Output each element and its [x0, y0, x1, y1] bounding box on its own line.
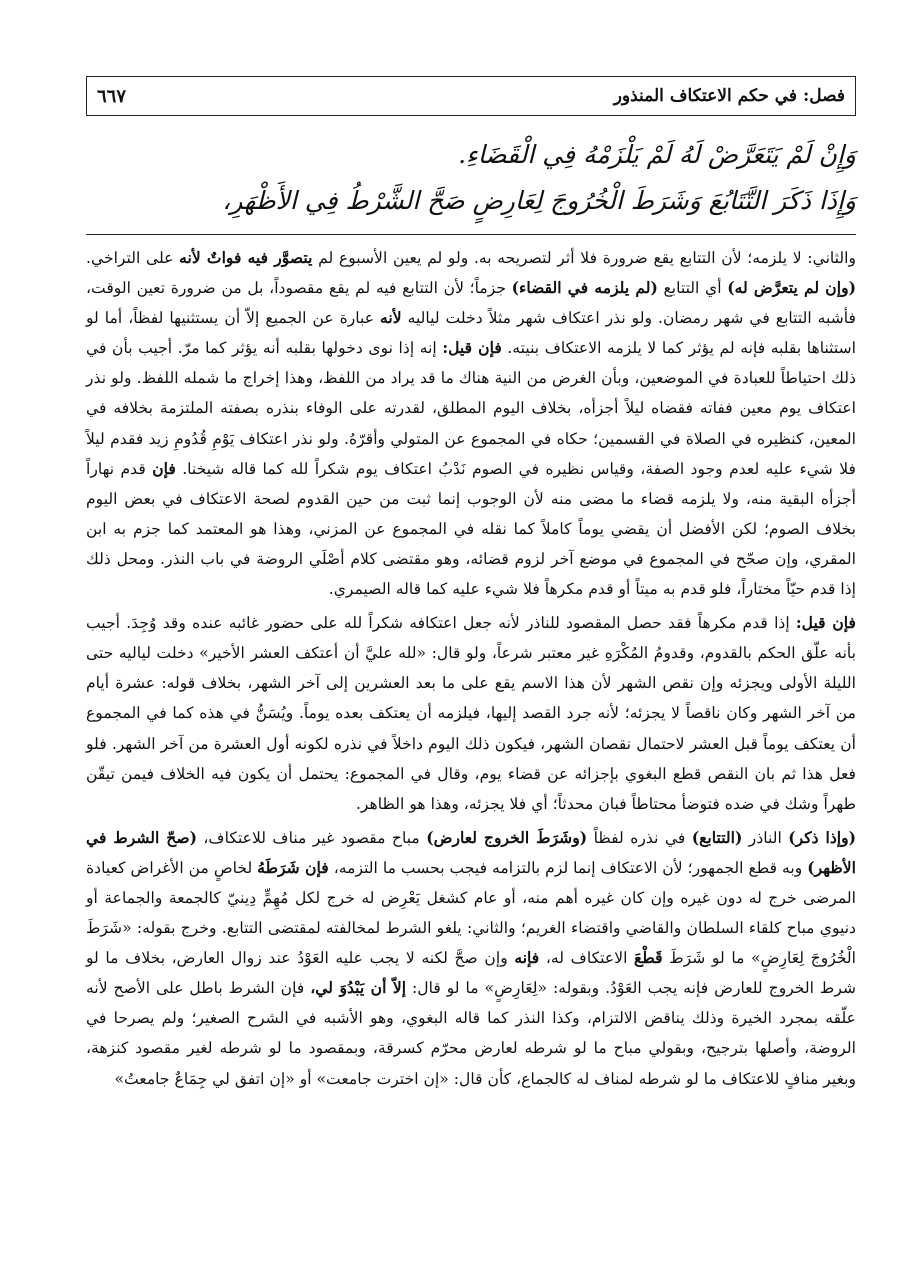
matn-line-2: وَإِذَا ذَكَرَ التَّتَابُعَ وَشَرَطَ الْخُرُوجَ لِعَارِضٍ صَحَّ الشَّرْطُ فِي الأَظْهَرِ، — [222, 186, 856, 215]
bold-span: قَطْعَ — [634, 948, 663, 968]
bold-span: (وإن لم يتعرَّض له) — [727, 278, 857, 298]
bold-span: فإن قيل: — [442, 338, 502, 358]
text-span: قدم نهاراً أجزأه البقية منه، ولا يلزمه قضاء ما مضى منه لأن الوجوب إنما ثبت من حين القدوم لصحة الاعتكاف في بعض اليوم بخلاف الصوم؛ لكن الأفضل أن يقضي يوماً كاملاً كما نقله في المجموع عن المزني، وهذا هو المعتمد كما جزم به ابن المقري، وإن صحّح في المجموع في موضع آخر لزوم قضائه، وهو مقتضى كلام أصْلَي الروضة في باب النذر. ومحل ذلك إذا قدم حيّاً مختاراً، فلو قدم به ميتاً أو قدم مكرهاً فلا شيء عليه كما قاله الصيمري. — [86, 459, 856, 599]
text-span: والثاني: لا يلزمه؛ لأن التتابع يقع ضرورة فلا أثر لتصريحه به. ولو لم يعين الأسبوع لم — [312, 249, 856, 267]
text-span: أي التتابع — [657, 279, 728, 298]
page — [86, 76, 856, 1094]
matn-block — [86, 132, 856, 224]
header-title: فصل: في حكم الاعتكاف المنذور — [613, 86, 845, 106]
text-span: الناذر — [742, 828, 789, 847]
paragraph-1 — [86, 243, 856, 604]
bold-span: (صحّ الشرط في الأظهر) — [86, 827, 856, 877]
bold-span: فإنه — [514, 948, 540, 968]
text-span: إنه إذا نوى دخولها بقلبه أنه يؤثر كما مرّ. أجيب بأن في ذلك احتياطاً للعبادة في الموضعين، وبأن الغرض من النية هناك ما قد يراد من اللفظ، وهذا إخراج ما شمله اللفظ. ولو نذر اعتكاف يوم معين ففاته فقضاه ليلاً أجزأه، بخلاف اليوم المطلق، لقدرته على الوفاء بنذره بصفته الملتزمة بخلافه في المعين، كنظيره في الصلاة في القسمين؛ حكاه في المجموع عن المتولي وأقرّهُ. ولو نذر اعتكاف يَوْمِ قُدُومِ زيد فقدم ليلاً فلا شيء عليه لعدم وجود الصفة، وقياس نظيره في الصوم نَدْبُ اعتكاف يوم شكراً لله كما قاله شيخنا. — [86, 339, 856, 478]
text-span: عبارة عن الجميع إلاّ أن يستثنيها لفظاً، أما لو استثناها بقلبه فإنه لم يؤثر كما لا يلزمه الاعتكاف بنيته. — [86, 309, 856, 358]
text-span: على التراخي. — [86, 249, 180, 267]
text-span: وبه قطع الجمهور؛ لأن الاعتكاف إنما لزم بالتزامه فيجب بحسب ما التزمه، — [328, 858, 808, 877]
text-span: فإن الشرط باطل على الأصح لأنه علّقه بمجرد الخيرة وذلك يناقض الالتزام، وكذا النذر كما قاله البغوي، وهو الأشبه في الشرح الصغير؛ ولم يصرحا في الروضة، وأصلها بترجيح، وبقولي مباح ما لو شرطه لعارض محرّم كسرقة، وبمقصود ما لو شرطه لغير مقصود كنزهة، وبغير منافٍ للاعتكاف ما لو شرطه لمناف له كالجماع، كأن قال: «إن اخترت جامعت» أو «إن اتفق لي جِمَاعٌ جامعتُ» — [86, 979, 856, 1088]
bold-span: فإن قيل: — [795, 613, 856, 633]
text-span: في نذره لفظاً — [587, 828, 692, 847]
text-span: الاعتكاف له، — [539, 949, 635, 968]
text-span: إذا قدم مكرهاً فقد حصل المقصود للناذر لأنه جعل اعتكافه شكراً لله على حضور غائبه عنده وقد وُجِدَ. أجيب بأنه علّق الحكم بالقدوم، وقدومُ المُكْرَهِ غير معتبر شرعاً، ولو قال: «لله عليَّ أن أعتكف العشر الأخير» دخلت لياليه حتى الليلة الأولى ويجزئه وإن نقص الشهر لأن هذا الاسم يقع على ما بعد العشرين إلى آخر الشهر، بخلاف قوله: عشرة أيام من آخر الشهر وكان ناقصاً لا يجزئه؛ لأنه جرد القصد إليها، فيلزمه أن يعتكف بعده يوماً. ويُسَنُّ في هذه كما في المجموع أن يعتكف يوماً قبل العشر لاحتمال نقصان الشهر، فيكون ذلك اليوم داخلاً في نذره لكونه أول العشرة من آخر الشهر. فلو فعل هذا ثم بان النقص قطع البغوي بإجزائه عن قضاء يوم، وقال في المجموع: يحتمل أن يكون فيه الخلاف فيمن تيقّن طهراً وشك في ضده فتوضأ محتاطاً فبان محدثاً؛ أي فلا يجزئه، وهذا هو الظاهر. — [86, 614, 856, 813]
bold-span: فإن شَرَطَهُ — [257, 857, 329, 877]
matn-line-1: وَإِنْ لَمْ يَتَعَرَّضْ لَهُ لَمْ يَلْزَمْهُ فِي الْقَضَاءِ. — [458, 140, 856, 169]
separator-rule — [86, 234, 856, 235]
bold-span: (وشَرَطَ الخروج لعارض) — [426, 827, 588, 847]
text-span: مباح مقصود غير مناف للاعتكاف، — [196, 828, 427, 847]
commentary — [86, 243, 856, 1094]
page-number: ٦٦٧ — [97, 85, 127, 107]
paragraph-3 — [86, 823, 856, 1094]
text-span: لخاصٍ من الأغراض كعيادة المرضى خرج له دون غيره وإن كان غيره أهم منه، أو عام كشغل يَعْرِض له خرج لكل مُهِمٍّ دِينيّ كالجمعة والجماعة أو دنيوي مباح كلقاء السلطان والقاضي واقتضاء الغريم؛ والثاني: يلغو الشرط لمخالفته لمقتضى التتابع. وخرج بقوله: «شَرَطَ الْخُرُوجَ لِعَارِضٍ» ما لو شَرَطَ — [86, 858, 857, 968]
bold-span: يتصوَّر فيه فواتٌ لأنه — [179, 248, 313, 267]
bold-span: لأنه — [380, 308, 402, 328]
text-span: وإن صحَّ لكنه لا يجب عليه العَوْدُ عند زوال العارض، بخلاف ما لو شرط الخروج للعارض فإنه يجب العَوْدُ. وبقوله: «لِعَارِضٍ» ما لو قال: — [86, 949, 857, 998]
text-span: جزماً؛ لأن التتابع فيه لم يقع مقصوداً، بل من ضرورة تعين الوقت، فأشبه التتابع في شهر رمضان. ولو نذر اعتكاف شهر مثلاً دخلت لياليه — [86, 279, 856, 328]
running-header — [86, 76, 856, 116]
bold-span: (التتابع) — [691, 827, 743, 847]
bold-span: (لم يلزمه في القضاء) — [511, 278, 658, 298]
bold-span: إلاّ أن يَبْدُوَ لي، — [310, 978, 407, 998]
paragraph-2 — [86, 608, 856, 819]
bold-span: (وإذا ذكر) — [788, 827, 857, 847]
bold-span: فإن — [152, 458, 176, 478]
